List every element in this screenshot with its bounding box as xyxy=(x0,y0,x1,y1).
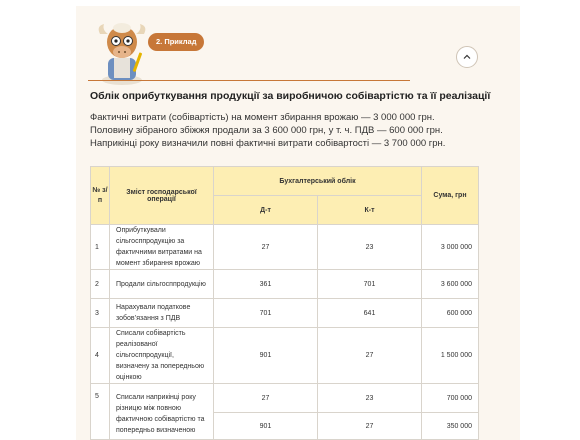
example-card xyxy=(76,6,520,440)
row-operation: Оприбуткували сільгосппродукцію за фактичними витратами на момент збирання врожаю xyxy=(110,225,214,270)
row-credit: 23 xyxy=(318,384,422,413)
row-operation: Продали сільгосппродукцію xyxy=(110,270,214,299)
row-credit: 23 xyxy=(318,225,422,270)
intro-text xyxy=(90,111,510,150)
row-debit: 901 xyxy=(214,413,318,440)
row-number: 1 xyxy=(91,225,110,270)
table-row xyxy=(91,270,479,299)
header-credit: К-т xyxy=(318,196,422,225)
row-debit: 361 xyxy=(214,270,318,299)
table-row xyxy=(91,384,479,413)
chevron-up-icon xyxy=(462,52,472,62)
row-credit: 701 xyxy=(318,270,422,299)
header-operation: Зміст господарської операції xyxy=(110,167,214,225)
header-debit: Д-т xyxy=(214,196,318,225)
row-debit: 901 xyxy=(214,328,318,384)
table-row xyxy=(91,328,479,384)
row-credit: 641 xyxy=(318,299,422,328)
row-debit: 27 xyxy=(214,384,318,413)
section-title: Облік оприбуткування продукції за виробничою собівартістю та її реалізації xyxy=(90,90,491,102)
intro-line: Фактичні витрати (собівартість) на момент збирання врожаю — 3 000 000 грн. xyxy=(90,112,435,123)
row-operation: Нарахували податкове зобов’язання з ПДВ xyxy=(110,299,214,328)
row-number: 5 xyxy=(91,384,110,440)
table-row xyxy=(91,225,479,270)
row-credit: 27 xyxy=(318,413,422,440)
accounting-table xyxy=(90,166,479,440)
bull-mascot-icon xyxy=(94,20,150,86)
row-number: 4 xyxy=(91,328,110,384)
row-amount: 600 000 xyxy=(422,299,479,328)
example-badge: 2. Приклад xyxy=(148,33,204,51)
header-amount: Сума, грн xyxy=(422,167,479,225)
row-number: 2 xyxy=(91,270,110,299)
row-operation: Списали собівартість реалізованої сільгосппродукції, визначену за попередньою оцінкою xyxy=(110,328,214,384)
table-row xyxy=(91,299,479,328)
row-credit: 27 xyxy=(318,328,422,384)
header-no: № з/п xyxy=(91,167,110,225)
row-number: 3 xyxy=(91,299,110,328)
row-debit: 27 xyxy=(214,225,318,270)
row-amount: 3 600 000 xyxy=(422,270,479,299)
title-divider xyxy=(88,80,410,81)
collapse-button[interactable] xyxy=(456,46,478,68)
row-amount: 3 000 000 xyxy=(422,225,479,270)
header-accounting: Бухгалтерський облік xyxy=(214,167,422,196)
row-operation: Списали наприкінці року різницю між повною фактичною собівартістю та попередньо визначеною xyxy=(110,384,214,440)
row-amount: 350 000 xyxy=(422,413,479,440)
row-debit: 701 xyxy=(214,299,318,328)
intro-line: Половину зібраного збіжжя продали за 3 600 000 грн, у т. ч. ПДВ — 600 000 грн. xyxy=(90,125,443,136)
row-amount: 1 500 000 xyxy=(422,328,479,384)
intro-line: Наприкінці року визначили повні фактичні витрати собівартості — 3 700 000 грн. xyxy=(90,138,446,149)
row-amount: 700 000 xyxy=(422,384,479,413)
